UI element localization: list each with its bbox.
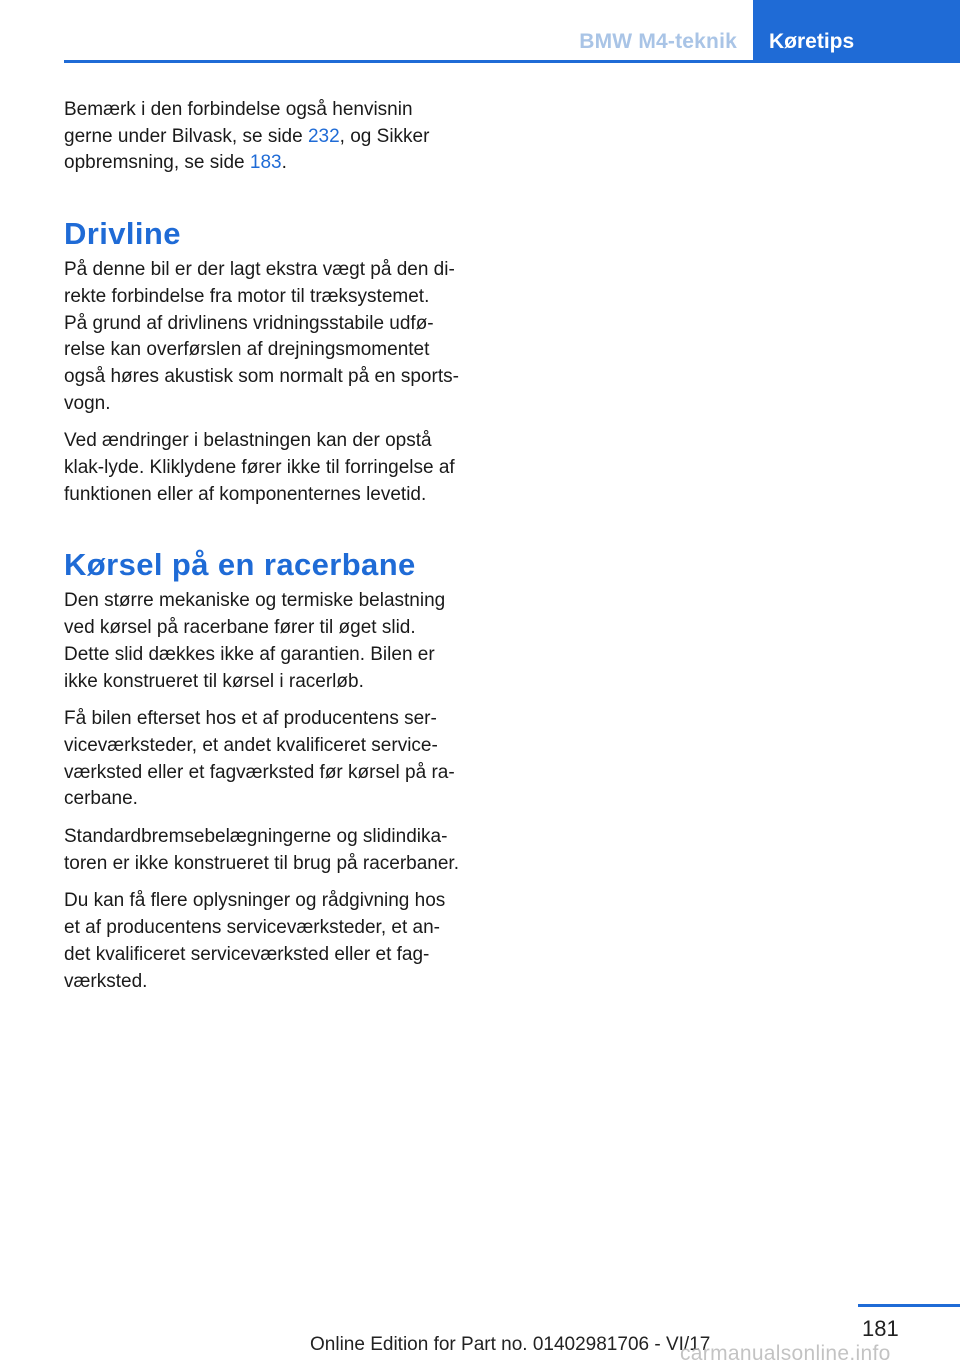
text-line: rekte forbindelse fra motor til træksystemet. [64,285,430,307]
intro-line-3: opbremsning, se side [64,152,250,174]
text-line: et af producentens serviceværksteder, et an‐ [64,917,440,939]
text-line: ikke konstrueret til kørsel i racerløb. [64,670,364,692]
chapter-tab[interactable]: Køretips [753,0,960,62]
text-line: det kvalificeret serviceværksted eller et fag‐ [64,943,430,965]
text-line: viceværksteder, et andet kvalificeret service‐ [64,734,438,756]
heading-racerbane: Kørsel på en racerbane [64,547,416,583]
text-line: værksted eller et fagværksted før kørsel på ra‐ [64,761,455,783]
text-line: På grund af drivlinens vridningsstabile udfø‐ [64,312,434,334]
edition-text: Online Edition for Part no. 01402981706 - VI/17 [310,1334,711,1355]
page-content [64,97,482,1006]
intro-line-3-end: . [281,152,287,174]
text-line: Dette slid dækkes ikke af garantien. Bilen er [64,643,435,665]
text-line: værksted. [64,970,148,992]
page-link-183[interactable]: 183 [249,152,282,174]
text-line: også høres akustisk som normalt på en sports‐ [64,365,459,387]
footer-rule [858,1304,960,1307]
text-line: funktionen eller af komponenternes levetid. [64,483,427,505]
intro-line-2: gerne under Bilvask, se side [64,125,308,147]
text-line: Du kan få flere oplysninger og rådgivning hos [64,890,446,912]
racerbane-paragraph-1 [64,588,482,695]
text-line: Den større mekaniske og termiske belastning [64,590,446,612]
intro-line-2-end: , og Sikker [339,125,430,147]
text-line: Ved ændringer i belastningen kan der opstå [64,430,432,452]
text-line: cerbane. [64,788,138,810]
drivline-paragraph-1 [64,257,482,417]
heading-drivline: Drivline [64,216,181,252]
text-line: Få bilen efterset hos et af producentens ser‐ [64,708,437,730]
page-number: 181 [862,1316,899,1341]
racerbane-paragraph-4 [64,888,482,995]
text-line: På denne bil er der lagt ekstra vægt på den di‐ [64,259,455,281]
intro-line-1: Bemærk i den forbindelse også henvisnin [64,99,413,120]
watermark: carmanualsonline.info [680,1342,891,1365]
section-title: BMW M4-teknik [579,30,737,53]
text-line: toren er ikke konstrueret til brug på racerbaner. [64,852,459,874]
drivline-paragraph-2 [64,428,482,508]
racerbane-paragraph-2 [64,706,482,813]
text-line: Standardbremsebelægningerne og slidindika‐ [64,826,448,848]
text-line: relse kan overførslen af drejningsmomentet [64,339,430,361]
intro-paragraph [64,97,482,177]
racerbane-paragraph-3 [64,824,482,877]
text-line: klak-lyde. Kliklydene fører ikke til forringelse af [64,457,455,479]
page-header [579,0,960,62]
text-line: vogn. [64,392,111,414]
page-link-232[interactable]: 232 [307,125,340,147]
header-rule [64,60,960,63]
text-line: ved kørsel på racerbane fører til øget slid. [64,617,416,639]
